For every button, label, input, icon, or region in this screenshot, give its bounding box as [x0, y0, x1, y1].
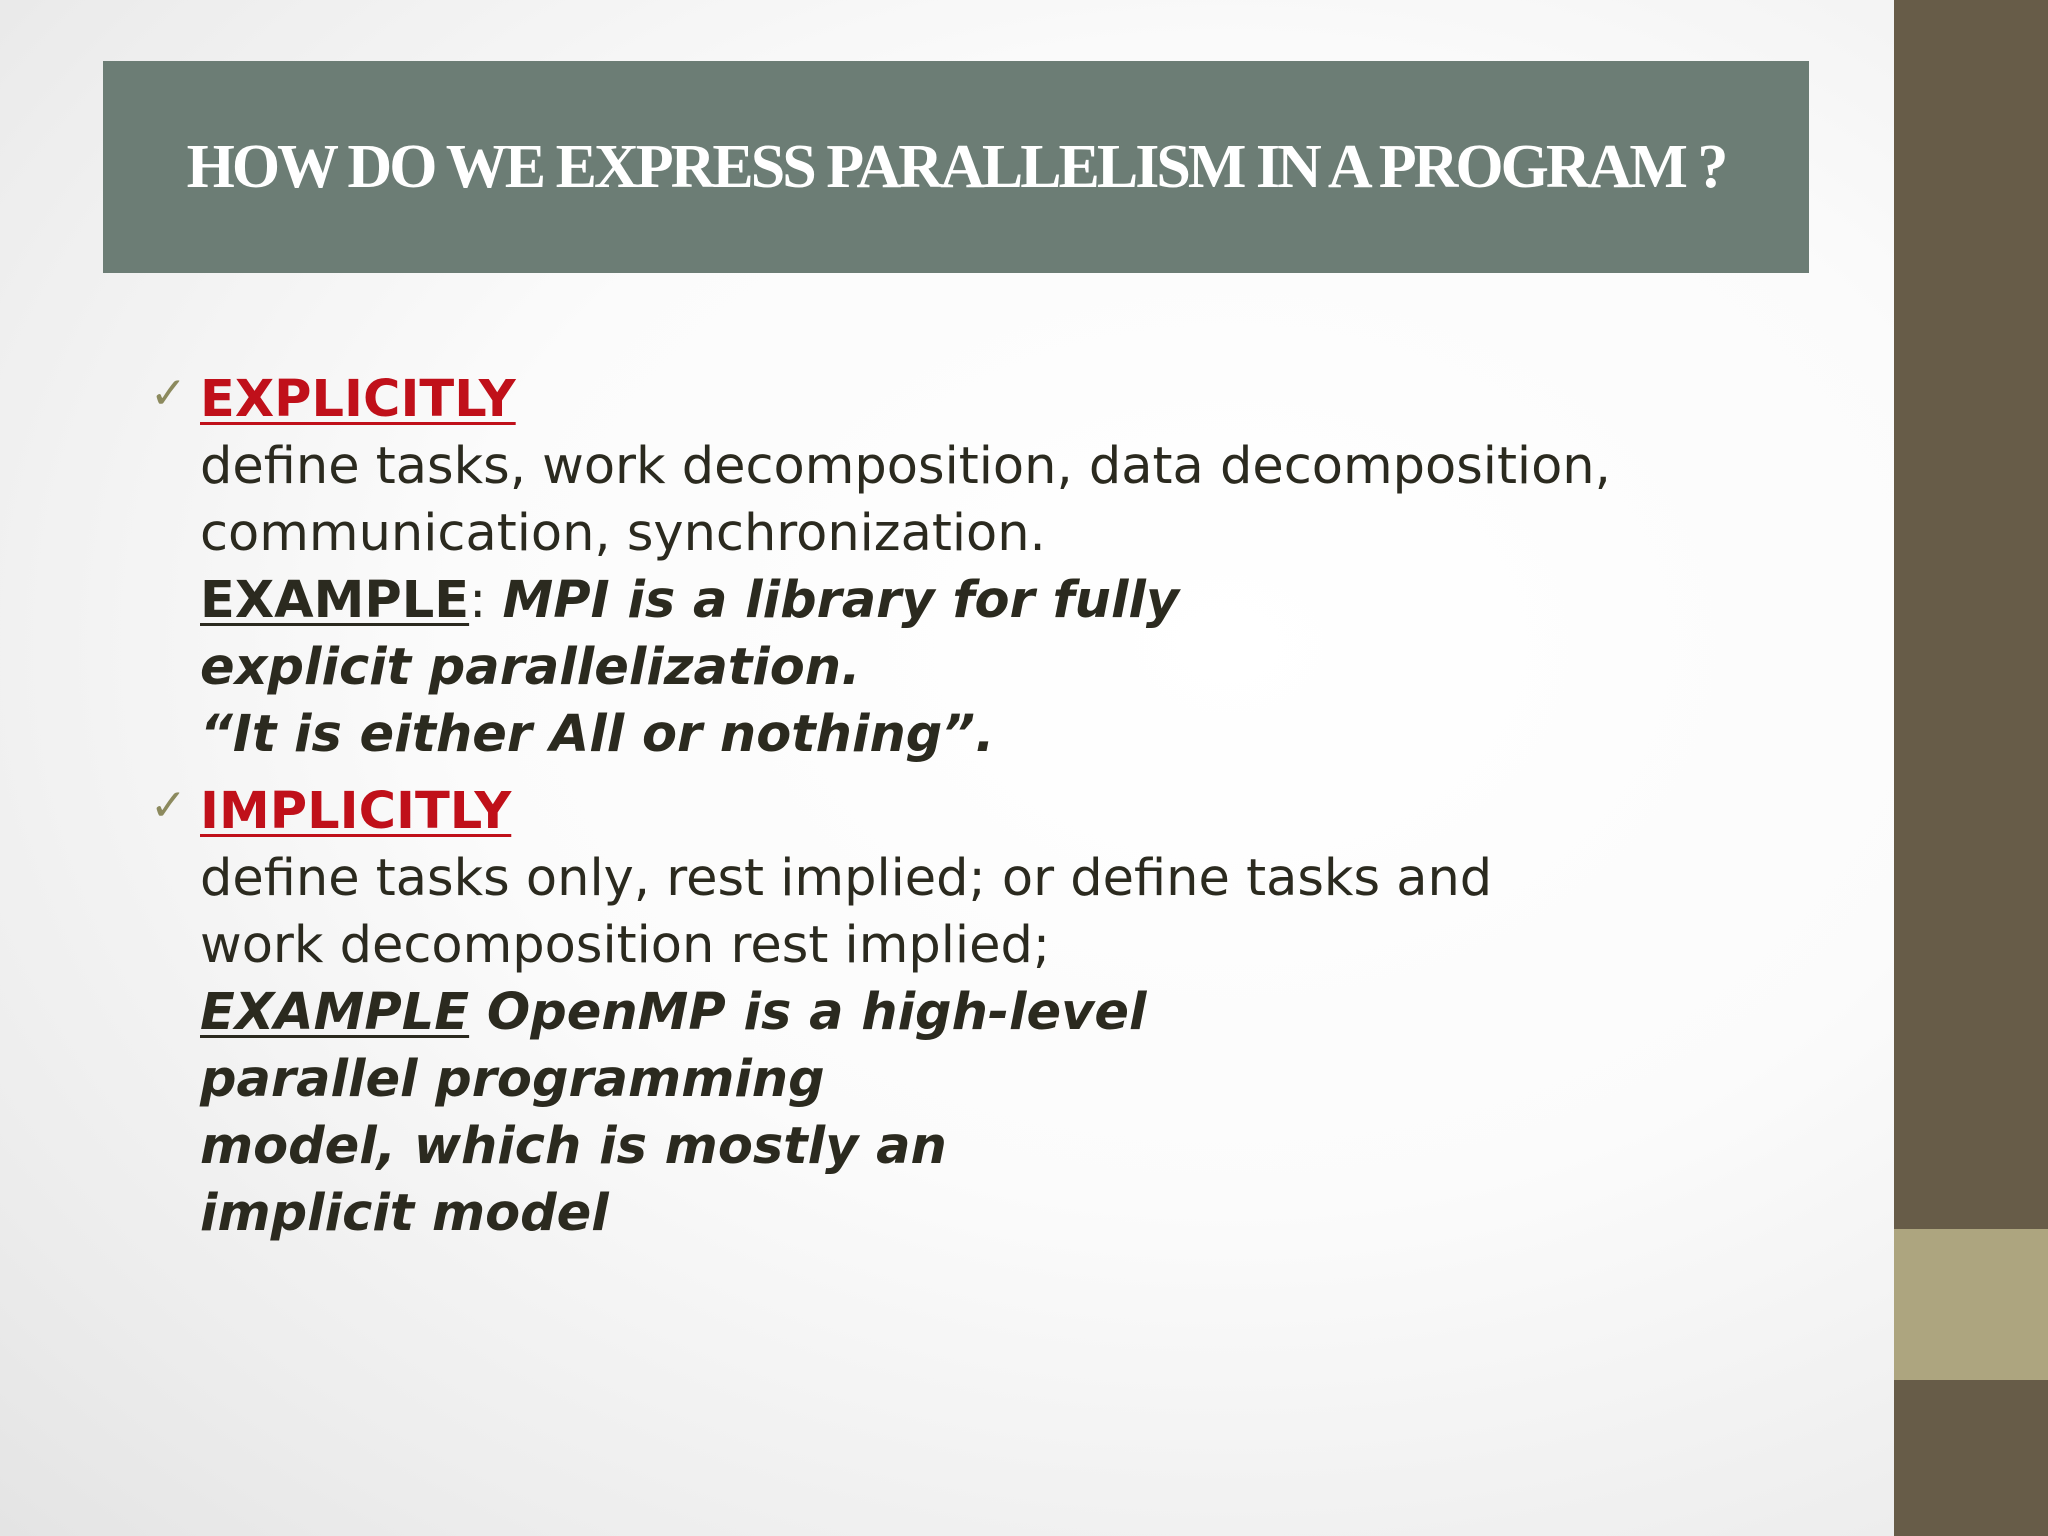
- side-accent-block: [1894, 1229, 2048, 1380]
- example-quote: “It is either All or nothing”.: [200, 705, 995, 764]
- bullet-desc-line: work decomposition rest implied;: [200, 916, 1051, 975]
- example-line: [200, 567, 1710, 634]
- bullet-heading: IMPLICITLY: [200, 782, 512, 841]
- example-text: explicit parallelization.: [200, 638, 861, 697]
- bullet-desc-line: communication, synchronization.: [200, 504, 1046, 563]
- example-line: [200, 979, 1710, 1046]
- slide-title: HOW DO WE EXPRESS PARALLELISM IN A PROGRAM ?: [186, 132, 1726, 201]
- check-icon: ✓: [150, 780, 187, 831]
- title-banner: [103, 61, 1809, 273]
- example-text: MPI is a library for fully: [502, 571, 1180, 630]
- bullet-desc-line: define tasks only, rest implied; or define tasks and: [200, 849, 1493, 908]
- example-label: EXAMPLE: [200, 571, 470, 630]
- bullet-desc-line: define tasks, work decomposition, data decomposition,: [200, 437, 1611, 496]
- bullet-explicitly: [150, 366, 1710, 768]
- example-separator: :: [469, 571, 503, 630]
- bullet-heading-line: [200, 778, 1710, 845]
- example-text: model, which is mostly an: [200, 1117, 947, 1176]
- bullet-implicitly: [150, 778, 1710, 1247]
- example-text: OpenMP is a high-level: [469, 983, 1147, 1042]
- bullet-heading-line: [200, 366, 1710, 433]
- example-text: implicit model: [200, 1184, 609, 1243]
- bullet-heading: EXPLICITLY: [200, 370, 516, 429]
- check-icon: ✓: [150, 368, 187, 419]
- example-text: parallel programming: [200, 1050, 825, 1109]
- bullet-list: [150, 366, 1710, 1247]
- example-label: EXAMPLE: [200, 983, 470, 1042]
